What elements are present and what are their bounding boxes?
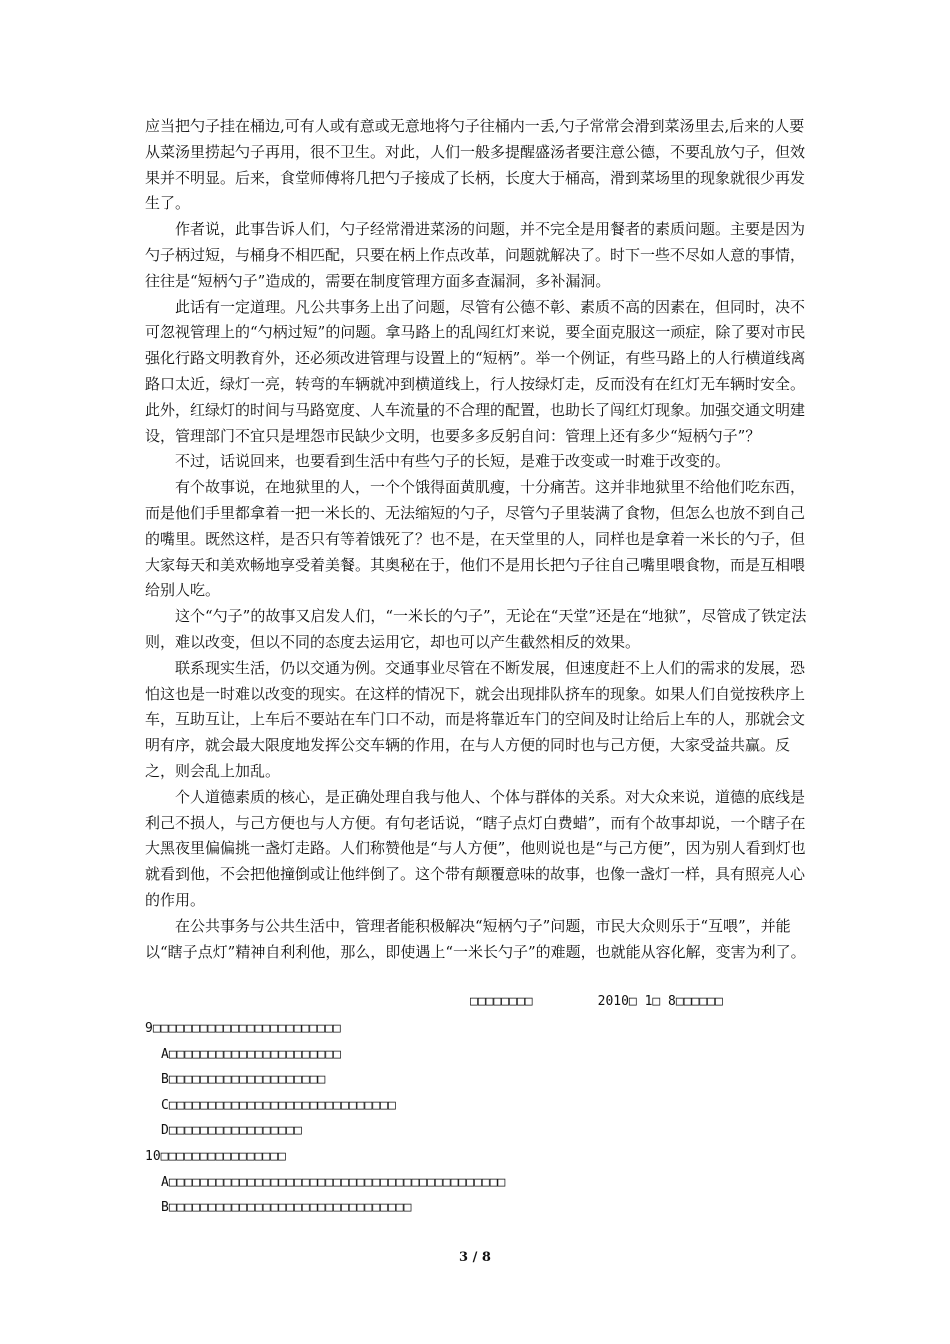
article-body [145, 114, 810, 965]
article-paragraph: 应当把勺子挂在桶边,可有人或有意或无意地将勺子往桶内一丢,勺子常常会滑到菜汤里去,后来的人要从菜汤里捞起勺子再用，很不卫生。对此，人们一般多提醒盛汤者要注意公德，不要乱放勺子，但效果并不明显。后来，食堂师傅将几把勺子接成了长柄，长度大于桶高，滑到菜场里的现象就很少再发生了。 [145, 117, 806, 213]
page-number: 3 / 8 [459, 1250, 491, 1265]
article-paragraph: 这个“勺子”的故事又启发人们，“一米长的勺子”，无论在“天堂”还是在“地狱”，尽管成了铁定法则，难以改变，但以不同的态度去运用它，却也可以产生截然相反的效果。 [145, 607, 807, 651]
article-paragraph: 联系现实生活，仍以交通为例。交通事业尽管在不断发展，但速度赶不上人们的需求的发展，恐怕这也是一时难以改变的现实。在这样的情况下，就会出现排队挤车的现象。如果人们自觉按秩序上车，互助互让，上车后不要站在车门口不动，而是将靠近车门的空间及时让给后上车的人，那就会文明有序，就会最大限度地发挥公交车辆的作用，在与人方便的同时也与己方便，大家受益共赢。反之，则会乱上加乱。 [145, 658, 806, 780]
question-option: B□□□□□□□□□□□□□□□□□□□□ [161, 1072, 326, 1088]
question-option: A□□□□□□□□□□□□□□□□□□□□□□ [161, 1046, 342, 1062]
article-paragraph: 有个故事说，在地狱里的人，一个个饿得面黄肌瘦，十分痛苦。这并非地狱里不给他们吃东西，而是他们手里都拿着一把一米长的、无法缩短的勺子，尽管勺子里装满了食物，但怎么也放不到自己的嘴里。既然这样，是否只有等着饿死了？也不是，在天堂里的人，同样也是拿着一米长的勺子，但大家每天和美欢畅地享受着美餐。其奥秘在于，他们不是用长把勺子往自己嘴里喂食物，而是互相喂给别人吃。 [145, 478, 806, 600]
question-option: B□□□□□□□□□□□□□□□□□□□□□□□□□□□□□□□ [161, 1200, 412, 1216]
article-paragraph: 在公共事务与公共生活中，管理者能积极解决“短柄勺子”问题，市民大众则乐于“互喂”，并能以“瞎子点灯”精神自利利他，那么，即使遇上“一米长勺子”的难题，也就能从容化解，变害为利了。 [145, 916, 806, 961]
question-option: A□□□□□□□□□□□□□□□□□□□□□□□□□□□□□□□□□□□□□□□□□□□ [161, 1174, 506, 1190]
article-paragraph: 作者说，此事告诉人们，勺子经常滑进菜汤的问题，并不完全是用餐者的素质问题。主要是因为勺子柄过短，与桶身不相匹配，只要在柄上作点改革，问题就解决了。时下一些不尽如人意的事情，往往是“短柄勺子”造成的，需要在制度管理方面多查漏洞，多补漏洞。 [145, 220, 806, 290]
article-paragraph: 此话有一定道理。凡公共事务上出了问题，尽管有公德不彰、素质不高的因素在，但同时，决不可忽视管理上的“勺柄过短”的问题。拿马路上的乱闯红灯来说，要全面克服这一顽症，除了要对市民强化行路文明教育外，还必须改进管理与设置上的“短柄”。举一个例证，有些马路上的人行横道线离路口太近，绿灯一亮，转弯的车辆就冲到横道线上，行人按绿灯走，反而没有在红灯无车辆时安全。此外，红绿灯的时间与马路宽度、人车流量的不合理的配置，也助长了闯红灯现象。加强交通文明建设，管理部门不宜只是埋怨市民缺少文明，也要多多反躬自问：管理上还有多少“短柄勺子”？ [145, 297, 806, 445]
article-paragraph: 个人道德素质的核心，是正确处理自我与他人、个体与群体的关系。对大众来说，道德的底线是利己不损人，与己方便也与人方便。有句老话说，“瞎子点灯白费蜡”，而有个故事却说，一个瞎子在大黑夜里偏偏挑一盏灯走路。人们称赞他是“与人方便”，他则说也是“与己方便”，因为别人看到灯也就看到他，不会把他撞倒或让他绊倒了。这个带有颠覆意味的故事，也像一盏灯一样，具有照亮人心的作用。 [145, 787, 806, 909]
question-option: C□□□□□□□□□□□□□□□□□□□□□□□□□□□□□ [161, 1097, 396, 1113]
question-stem: 9□□□□□□□□□□□□□□□□□□□□□□□□ [145, 1021, 341, 1036]
question-section [145, 1016, 825, 1221]
article-source-line: □□□□□□□□ 2010□ 1□ 8□□□□□□ [470, 994, 723, 1009]
question-stem: 10□□□□□□□□□□□□□□□□ [145, 1148, 286, 1164]
article-paragraph: 不过，话说回来，也要看到生活中有些勺子的长短，是难于改变或一时难于改变的。 [175, 452, 731, 471]
question-option: D□□□□□□□□□□□□□□□□□ [161, 1123, 302, 1139]
